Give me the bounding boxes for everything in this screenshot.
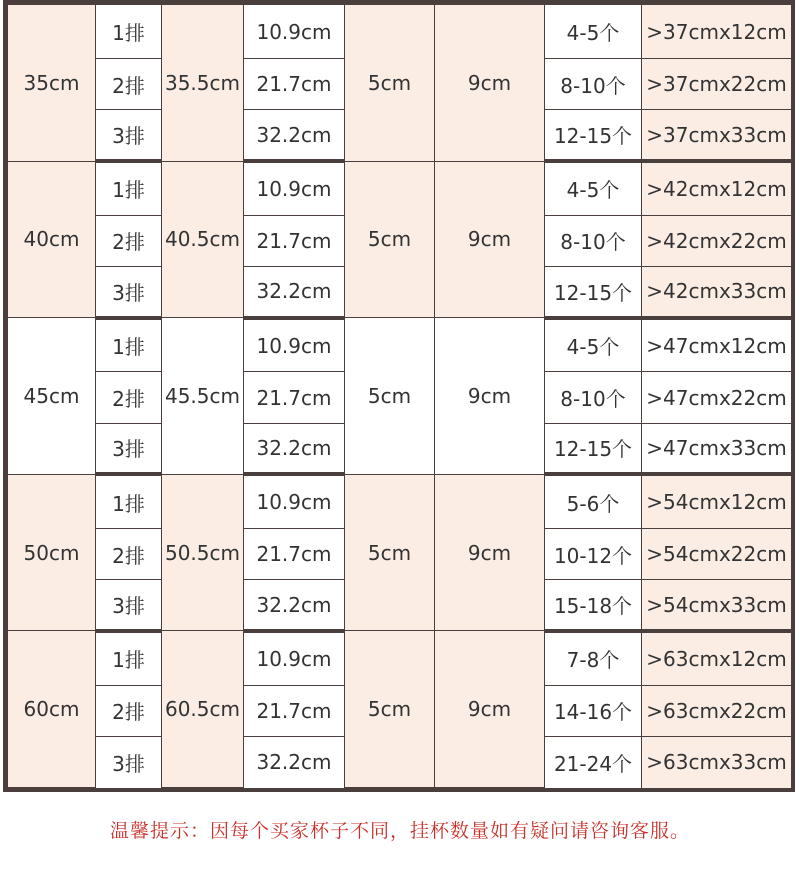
col-a-cell: 5cm <box>345 161 435 318</box>
size-cell: 50cm <box>8 474 96 631</box>
count-cell: 4-5个 <box>545 5 642 59</box>
width-cell: 32.2cm <box>244 267 345 318</box>
table-row <box>8 474 792 528</box>
col-b-cell: 9cm <box>435 161 545 318</box>
count-cell: 8-10个 <box>545 59 642 110</box>
count-cell: 8-10个 <box>545 372 642 423</box>
space-cell: >37cmx12cm <box>642 5 792 59</box>
space-cell: >54cmx22cm <box>642 529 792 580</box>
rows-label-cell: 3排 <box>96 267 162 318</box>
length-cell: 40.5cm <box>162 161 244 318</box>
width-cell: 32.2cm <box>244 110 345 161</box>
space-cell: >63cmx33cm <box>642 736 792 787</box>
rows-label-cell: 1排 <box>96 161 162 215</box>
rows-label-cell: 2排 <box>96 372 162 423</box>
width-cell: 10.9cm <box>244 631 345 685</box>
width-cell: 32.2cm <box>244 580 345 631</box>
size-cell: 45cm <box>8 318 96 475</box>
table-row <box>8 5 792 59</box>
width-cell: 21.7cm <box>244 215 345 266</box>
space-cell: >42cmx12cm <box>642 161 792 215</box>
count-cell: 14-16个 <box>545 685 642 736</box>
space-cell: >37cmx33cm <box>642 110 792 161</box>
space-cell: >54cmx33cm <box>642 580 792 631</box>
rows-label-cell: 1排 <box>96 5 162 59</box>
notice-text: 温馨提示：因每个买家杯子不同，挂杯数量如有疑问请咨询客服。 <box>109 820 690 842</box>
width-cell: 32.2cm <box>244 736 345 787</box>
count-cell: 15-18个 <box>545 580 642 631</box>
rows-label-cell: 3排 <box>96 736 162 787</box>
space-cell: >63cmx22cm <box>642 685 792 736</box>
space-cell: >54cmx12cm <box>642 474 792 528</box>
col-b-cell: 9cm <box>435 318 545 475</box>
width-cell: 32.2cm <box>244 423 345 474</box>
col-b-cell: 9cm <box>435 474 545 631</box>
count-cell: 12-15个 <box>545 267 642 318</box>
count-cell: 4-5个 <box>545 318 642 372</box>
col-a-cell: 5cm <box>345 5 435 162</box>
size-cell: 35cm <box>8 5 96 162</box>
count-cell: 7-8个 <box>545 631 642 685</box>
table-row <box>8 631 792 685</box>
col-a-cell: 5cm <box>345 474 435 631</box>
space-cell: >42cmx33cm <box>642 267 792 318</box>
count-cell: 8-10个 <box>545 215 642 266</box>
col-a-cell: 5cm <box>345 318 435 475</box>
width-cell: 21.7cm <box>244 685 345 736</box>
rows-label-cell: 2排 <box>96 529 162 580</box>
count-cell: 5-6个 <box>545 474 642 528</box>
rows-label-cell: 2排 <box>96 215 162 266</box>
length-cell: 45.5cm <box>162 318 244 475</box>
width-cell: 10.9cm <box>244 5 345 59</box>
rows-label-cell: 3排 <box>96 110 162 161</box>
count-cell: 4-5个 <box>545 161 642 215</box>
rows-label-cell: 1排 <box>96 474 162 528</box>
length-cell: 60.5cm <box>162 631 244 788</box>
width-cell: 10.9cm <box>244 161 345 215</box>
count-cell: 10-12个 <box>545 529 642 580</box>
space-cell: >42cmx22cm <box>642 215 792 266</box>
space-cell: >47cmx12cm <box>642 318 792 372</box>
rows-label-cell: 1排 <box>96 631 162 685</box>
table-row <box>8 161 792 215</box>
count-cell: 21-24个 <box>545 736 642 787</box>
width-cell: 10.9cm <box>244 474 345 528</box>
space-cell: >63cmx12cm <box>642 631 792 685</box>
rows-label-cell: 2排 <box>96 685 162 736</box>
rows-label-cell: 2排 <box>96 59 162 110</box>
size-cell: 60cm <box>8 631 96 788</box>
space-cell: >37cmx22cm <box>642 59 792 110</box>
col-b-cell: 9cm <box>435 631 545 788</box>
spec-table-frame <box>3 0 795 792</box>
col-b-cell: 9cm <box>435 5 545 162</box>
width-cell: 10.9cm <box>244 318 345 372</box>
table-row <box>8 318 792 372</box>
width-cell: 21.7cm <box>244 372 345 423</box>
length-cell: 35.5cm <box>162 5 244 162</box>
length-cell: 50.5cm <box>162 474 244 631</box>
rows-label-cell: 3排 <box>96 423 162 474</box>
col-a-cell: 5cm <box>345 631 435 788</box>
width-cell: 21.7cm <box>244 59 345 110</box>
space-cell: >47cmx22cm <box>642 372 792 423</box>
count-cell: 12-15个 <box>545 423 642 474</box>
count-cell: 12-15个 <box>545 110 642 161</box>
width-cell: 21.7cm <box>244 529 345 580</box>
spec-table <box>7 4 792 788</box>
space-cell: >47cmx33cm <box>642 423 792 474</box>
rows-label-cell: 1排 <box>96 318 162 372</box>
size-cell: 40cm <box>8 161 96 318</box>
rows-label-cell: 3排 <box>96 580 162 631</box>
